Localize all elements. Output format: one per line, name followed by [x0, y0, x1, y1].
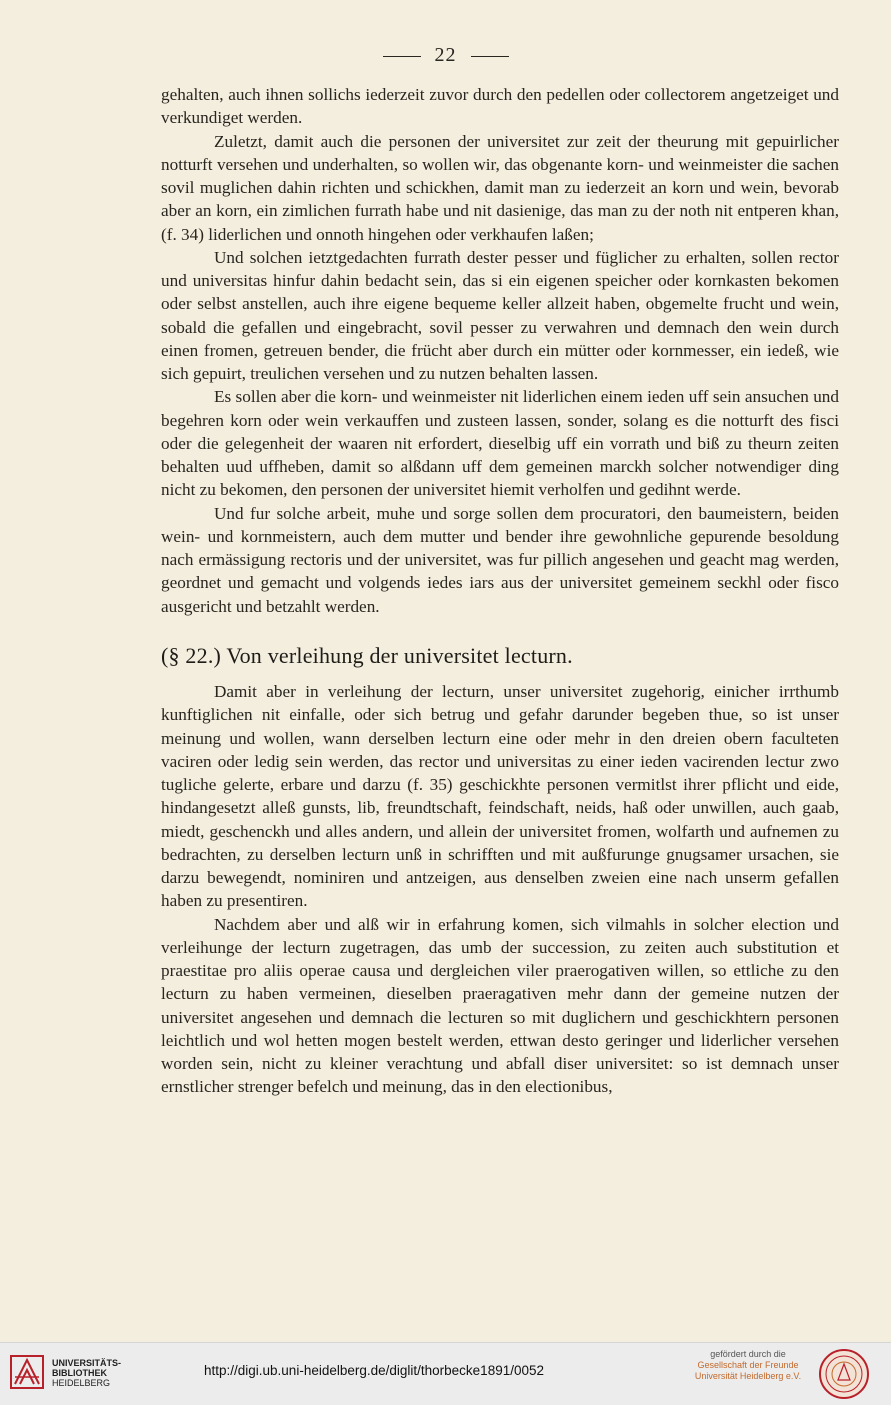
paragraph: gehalten, auch ihnen sollichs iederzeit zuvor durch den pedellen oder collectorem angetzeiget und verkundiget werden.: [161, 85, 839, 128]
library-logo-icon[interactable]: [8, 1353, 46, 1391]
body-text: [161, 83, 839, 1099]
page-number-rule-left: [383, 56, 421, 57]
paragraph: Damit aber in verleihung der lecturn, unser universitet zugehorig, einicher irrthumb kunftiglichen nit einfalle, oder sich betrug und gefahr darunder begeben thue, so ist unser meinung und wollen, wann derselben lecturn eine oder mehr in den dreien obern faculteten vaciren oder ledig sein werden, das rector und universitas zu einer ieden vacirenden lectur zwo tugliche gelerte, erbare und darzu (f. 35) geschickhte personen vermitlst ihrer pflicht und eide, hindangesetzt alleß gunsts, lib, freundtschaft, feindschaft, neids, haß oder unwillen, auch gaab, miedt, geschenckh und alles andern, und allein der universitet fromen, wolfarth und aufnemen zu bedrachten, zu derselben lecturn unß in schrifften und mit außfurunge gnugsamer ursachen, sie darzu bewegendt, nominiren und antzeigen, aus denselben zweien eine nach unserm gefallen haben zu presentiren.: [161, 682, 839, 911]
sponsor-org-line: Gesellschaft der Freunde: [697, 1360, 799, 1370]
paragraph: Zuletzt, damit auch die personen der universitet zur zeit der theurung mit gepuirlicher notturft versehen und underhalten, so wollen wir, das obgenante korn- und weinmeister die sachen sovil muglichen dahin richten und schickhen, damit man zu iederzeit an korn und wein, bevorab aber an korn, ein zimlichen furrath habe und nit dasienige, das man zu der noth nit entperen khan, (f. 34) liderlichen und onnoth hingehen oder verkhaufen laßen;: [161, 131, 839, 244]
page-number: [0, 44, 891, 67]
sponsor-caption: gefördert durch die: [710, 1349, 786, 1359]
university-seal-icon[interactable]: [818, 1348, 870, 1400]
paragraph: Und fur solche arbeit, muhe und sorge sollen dem procuratori, den baumeistern, beiden wein- und kornmeistern, auch dem mutter und bender ihre gewohnliche gepurende besoldung nach ermässigung rectoris und der universitet, was fur pillich angesehen und geacht mag werden, geordnet und gemacht und volgends iedes iars aus der universitet gemeinem seckhl oder fisco ausgericht und betzahlt werden.: [161, 503, 839, 616]
page-number-rule-right: [471, 56, 509, 57]
library-name[interactable]: [52, 1358, 121, 1388]
paragraph: Es sollen aber die korn- und weinmeister nit liderlichen einem ieden uff sein ansuchen und begehren korn oder wein verkauffen und zusteen lassen, sonder, solang es die notturft des fisci oder die gelegenheit der waaren nit erfordert, dieselbig uff ein vorrath und biß zu theurn zeiten behalten uud uffheben, damit so alßdann uff dem gemeinen marckh solcher notwendiger ding nicht zu bekomen, den personen der universitet hiemit verholfen und gedihnt werde.: [161, 387, 839, 500]
paragraph: Nachdem aber und alß wir in erfahrung komen, sich vilmahls in solcher election und verleihunge der lecturn zugetragen, das umb der succession, zu zeiten auch substitution et praestitae pro aliis operae causa und dergleichen viler praerogativen willen, so ettliche zu den lecturn zu haben vermeinen, dieselben praeragativen mehr dann der gemeine nutzen der universitet angesehen und demnach die lecturen so mit duglichern und geschickhtern personen leichtlich und wol hetten mogen bestelt werden, ettwan desto geringer und liderlicher versehen worden sein, nicht zu kleiner verachtung und abfall diser universitet: so ist demnach unser ernstlicher strenger befelch und meinung, das in den electionibus,: [161, 914, 839, 1097]
library-name-line: HEIDELBERG: [52, 1378, 111, 1388]
library-name-line: UNIVERSITÄTS-: [52, 1358, 122, 1368]
library-name-line: BIBLIOTHEK: [52, 1368, 107, 1378]
sponsor-org-line: Universität Heidelberg e.V.: [694, 1371, 802, 1381]
page-number-text: 22: [434, 44, 457, 66]
sponsor-block[interactable]: [688, 1349, 808, 1382]
footer-bar: [0, 1342, 891, 1405]
permalink-url[interactable]: http://digi.ub.uni-heidelberg.de/diglit/thorbecke1891/0052: [204, 1363, 544, 1378]
paragraph: Und solchen ietztgedachten furrath dester pesser und füglicher zu erhalten, sollen rector und universitas hinfur dahin bedacht sein, das si ein eigenen speicher oder kornkasten bekomen oder selbst anstellen, auch ihre eigene bequeme keller allzeit haben, obgemelte frucht und wein, sobald die gefallen und eingebracht, sovil pesser zu verwahren und demnach den wein durch einen fromen, getreuen bender, die frücht aber durch ein mütter oder kornmesser, ein iedeß, wie sich gepuirt, treulichen versehen und zu nutzen behalten lassen.: [161, 247, 839, 383]
section-heading: (§ 22.) Von verleihung der universitet lecturn.: [161, 642, 573, 668]
